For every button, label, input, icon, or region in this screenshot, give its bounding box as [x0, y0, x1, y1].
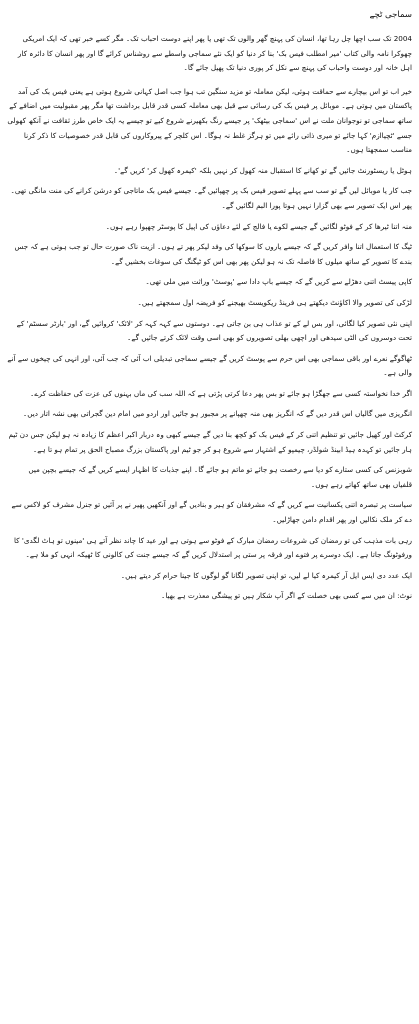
- paragraph-note: نوٹ: ان میں سے کسی بھی خصلت کے اگر آپ شکار ہیں تو پیشگی معذرت ہے بھیا۔: [161, 591, 412, 601]
- paragraph-friend-request: لڑکی کی تصویر والا اکاؤنٹ دیکھتے ہی فرینڈ ریکویسٹ بھیجنے کو فریضہ اول سمجھتے ہیں۔: [137, 297, 412, 307]
- paragraph-tagging: ٹیگ کا استعمال اتنا وافر کریں گے کہ جیسے یاروں کا سوکھا کی وفد لیکر پھر تے ہوں۔ ازیت ناک صورت حال تو جب ہوتی ہے کہ جس بندے کا تصویر کے ساتھ میلوں کا فاصلہ تک نہ ہو لیکن پھر بھی اس کو ٹیگنگ کی سوغات بخشیں گے۔: [14, 242, 412, 266]
- paragraph-politics: سیاست پر تبصرہ اتنی یکسانیت سے کریں گے کہ مشرفقان کو ہیر و بنادیں گے اور آنکھیں پھیر نے پر آئیں تو جنرل مشرف کو لاکس سے دے کر ملک نکالیں اور پھر اقدام دامن جھاڑلیں۔: [11, 500, 412, 525]
- paragraph-restaurant: ہوٹل یا ریسٹورنٹ جائیں گے تو کھانے کا استقبال منہ کھول کر نہیں بلکہ 'کیمرہ کھول کر' کریں گے'۔: [113, 165, 412, 175]
- paragraph-quarrel: اگر خدا نخواستہ کسی سے جھگڑا ہو جائے تو بس پھر دعا کرتی پڑتی ہے کہ اللہ سب کی ماں بہنوں کی عزت کی حفاظت کرے۔: [30, 388, 412, 398]
- paragraph-showbiz: شوبزنس کی کسی ستارے کو دیا سے رخصت ہو جائے تو ماتم ہو جائے گا۔ اپنے جذبات کا اظہار ایسے کریں گے کہ جیسے بچپن میں قلفیاں بھی ساتھ کھاتے رہے ہوں۔: [28, 465, 412, 489]
- paragraph-copy-paste: کاپی پیسٹ اتنی دھڑلے سے کریں گے کہ جیسے باپ دادا سے 'پوسٹ' وراثت میں ملی تھی۔: [145, 277, 412, 287]
- paragraph-camera: ایک عدد دی ایس ایل آر کیمرہ کیا لے لیں، تو اپنی تصویر لگانا گو لوگوں کا جینا حرام کر دیتے ہیں۔: [120, 570, 412, 580]
- paragraph-face-pose: منہ اتنا ٹیرھا کر کے فوٹو لگائیں گے جیسے لکوے یا فالج کے لئے دعاؤں کی اپیل کا پوسٹر چھپوا رہے ہوں۔: [105, 221, 412, 231]
- article-title: سماجی ٹچے: [369, 10, 412, 20]
- paragraph-car-mobile: جب کار یا موبائل لیں گے تو سب سے پہلے تصویر فیس بک پر چھپائیں گے۔ جیسے فیس بک ماتاجی کو درشن کرانے کی منت مانگی تھی۔ پھر اس ایک تصویر سے بھی گزارا نہیں ہوتا پورا البم لگائیں گے۔: [10, 186, 412, 210]
- paragraph-religion: رہی بات مذہب کی تو رمضان کی شروعات رمضان مبارک کے فوٹو سے ہوتی ہے اور عید کا چاند نظر آتے ہی 'مینوں تو ہاٹ لگدی' کا ورفوٹونگ جاتا ہے۔ ایک دوسرے پر فتوے اور فرقہ پر ستی پر استدلال کریں گے کہ جیسے جنت کی کالونی کا ٹھیکہ انہی کو ملا ہے۔: [13, 535, 412, 560]
- paragraph-background: خیر اب تو اس بیچارے سے حماقت ہوئی، لیکن معاملہ تو مزید سنگین تب ہوا جب اصل کہانی شروع ہوتی ہے یعنی فیس بک کی آمد پاکستان میں ہوتی ہے۔ موبائل پر فیس بک کی رسائی سے قبل بھی معاملہ کسی قدر قابل برداشت تھا مگر پھر مقبولیت میں اضافے کے ساتھ سماجی تو نوجوانان ملت نے اس 'سماجی بیٹھک' پر جیسے رنگ بکھیرنے شروع کیے تو جیسے یہ ایک خاص طرز ثقافت نے آنکھ کھولی جسے 'ٹچیاازم' کہا جائے تو میری ذاتی رائے میں تو ہرگز غلط نہ ہوگا۔ اس کلچر کے پیروکاروں کی قابل قدر خصوصیات کا ذکر کرنا مناسب سمجھتا ہوں۔: [7, 86, 412, 155]
- paragraph-likes: اپنی نئی تصویر کیا لگائی، اور بس لے کے تو عذاب ہی بن جاتی ہے۔ دوستوں سے کہہ کہہ کر 'لائک' کروائیں گے، اور 'بارٹر سسٹم' کے تحت دوسروں کی الٹی سیدھی اور اچھی بھلی تصویروں کو بھی اسی وقت لائک کرتے جائیں گے۔: [16, 318, 412, 343]
- paragraph-cricket: کرکٹ اور کھیل جائیں تو تنظیم اتنی کر کے فیس بک کو کچھ بنا دیں گے جیسے کبھی وہ دربار اکبر اعظم کا زیادہ نہ ہو لیکن جس دن ٹیم ہار جائیں تو کہدہ ہیڈ ابینڈ شولڈر، چیمپو کے اشتہار سے شروع ہو کر جو ٹیم اور پاکستان بزرگ مصباح الحق پر تمام ہو تا ہے۔: [8, 430, 412, 454]
- paragraph-slogans: ٹھاگوگے نعرے اور باقی سماجی بھی اس حرم سے پوسٹ کریں گے جیسے سماجی تبدیلی اب آئی کہ جب آئی، اور انہی کی چیخوں سے آنے والی ہے۔: [7, 353, 412, 378]
- paragraph-intro: 2004 تک سب اچھا چل رہا تھا، انسان کی پہنچ گھر والوں تک تھی یا پھر اپنے دوست احباب تک۔ مگر کسے خبر تھی کہ ایک امریکی چھوکرا نامہ والی کتاب 'میر امطلب فیس بک' بنا کر دنیا کو ایک نئے سماجی واسطے سے روشناس کرائے گا اور پھر انسان کا دائرہ کار اہل خانہ اور دوست واحباب کی پہنچ سے نکل کر پوری دنیا تک پھیل جائے گا۔: [17, 34, 412, 73]
- article-body: [7, 32, 412, 604]
- paragraph-abuse: انگریزی میں گالیاں اس قدر دیں گے کہ انگریز بھی منہ چھپانے پر مجبور ہو جائیں اور اردو میں امام دین گجراتی بھی نشہ اتار دیں۔: [23, 409, 412, 419]
